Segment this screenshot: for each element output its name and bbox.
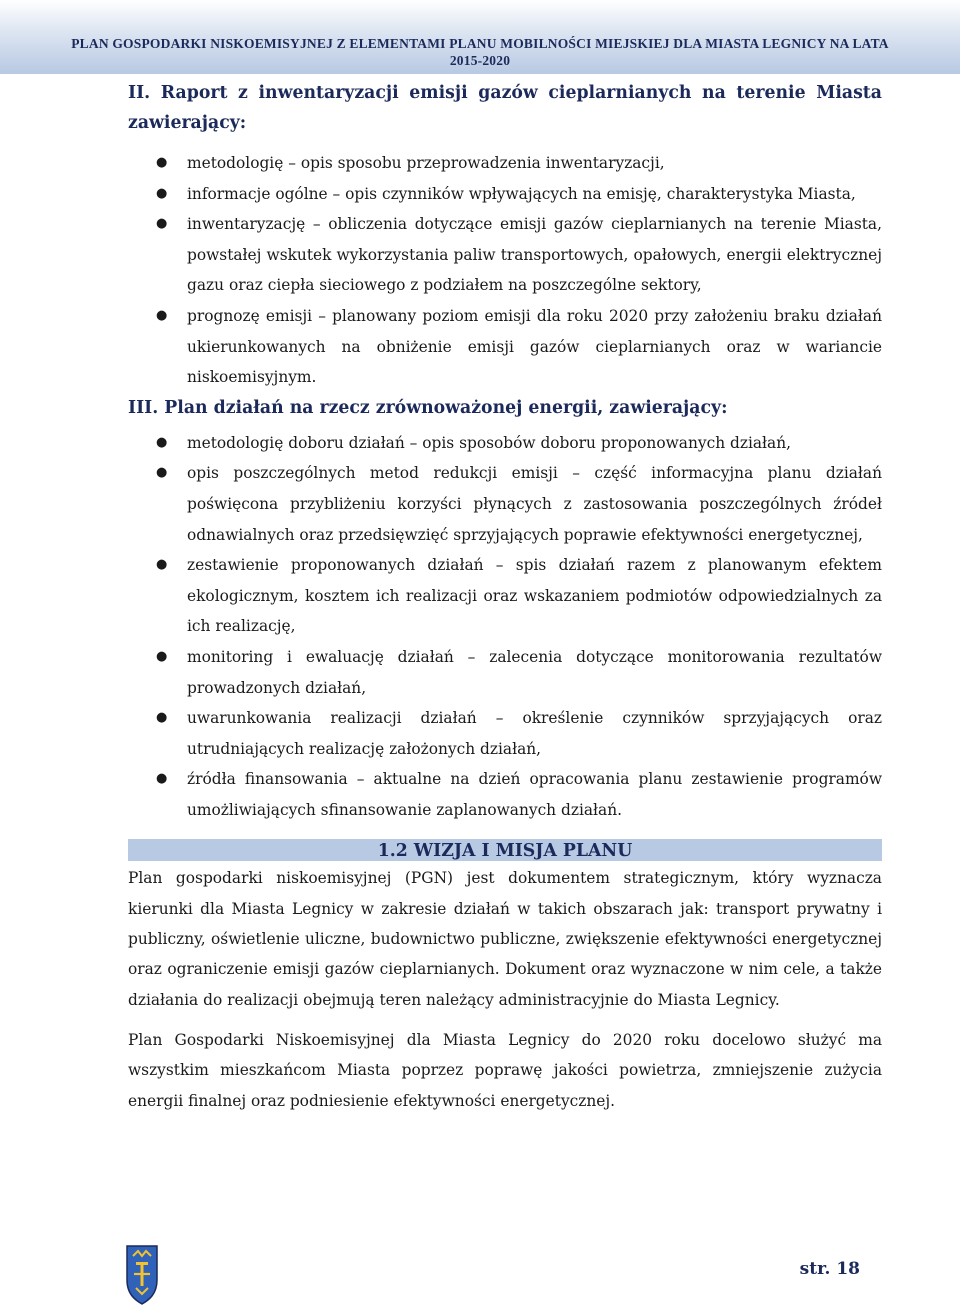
bullet-icon: ● <box>156 648 168 664</box>
vision-section-heading: 1.2 WIZJA I MISJA PLANU <box>128 839 882 861</box>
vision-paragraph: Plan gospodarki niskoemisyjnej (PGN) jest dokumentem strategicznym, który wyznacza kierunki dla Miasta Legnicy w zakresie działań w takich obszarach jak: transport prywatny i publiczny, oświetlenie uliczne, budownictwo publiczne, zwiększenie efektywności energetycznej oraz ograniczenie emisji gazów cieplarnianych. Dokument oraz wyznaczone w nim cele, a także działania do realizacji obejmują teren należący administracyjnie do Miasta Legnicy. <box>128 869 882 1009</box>
list-item <box>128 642 882 703</box>
list-item-text: informacje ogólne – opis czynników wpływających na emisję, charakterystyka Miasta, <box>187 184 856 203</box>
section-2-heading: II. Raport z inwentaryzacji emisji gazów cieplarnianych na terenie Miasta zawierający: <box>128 83 882 133</box>
list-item-text: zestawienie proponowanych działań – spis działań razem z planowanym efektem ekologicznym, kosztem ich realizacji oraz wskazaniem podmiotów odpowiedzialnych za ich realizację, <box>187 556 882 636</box>
bullet-icon: ● <box>156 434 168 450</box>
section-3-heading: III. Plan działań na rzecz zrównoważonej energii, zawierający: <box>128 397 728 418</box>
list-item <box>128 209 882 301</box>
bullet-icon: ● <box>156 216 168 232</box>
list-item <box>128 703 882 764</box>
legnica-coat-of-arms-icon <box>125 1242 159 1306</box>
list-item <box>128 428 882 459</box>
list-item <box>128 179 882 210</box>
vision-paragraph: Plan Gospodarki Niskoemisyjnej dla Miasta Legnicy do 2020 roku docelowo służyć ma wszystkim mieszkańcom Miasta poprzez poprawę jakości powietrza, zmniejszenie zużycia energii finalnej oraz podniesienie efektywności energetycznej. <box>128 1030 882 1110</box>
page-content <box>128 78 882 1116</box>
bullet-icon: ● <box>156 155 168 170</box>
list-item <box>128 301 882 393</box>
section-2-list <box>128 148 882 393</box>
bullet-icon: ● <box>156 465 168 481</box>
list-item-text: prognozę emisji – planowany poziom emisji dla roku 2020 przy założeniu braku działań ukierunkowanych na obniżenie emisji gazów cieplarnianych oraz w wariancie niskoemisyjnym. <box>187 306 882 387</box>
section-3-list <box>128 428 882 826</box>
bullet-icon: ● <box>156 557 168 573</box>
list-item-text: metodologię doboru działań – opis sposobów doboru proponowanych działań, <box>187 433 792 452</box>
bullet-icon: ● <box>156 771 168 787</box>
list-item-text: uwarunkowania realizacji działań – określenie czynników sprzyjających oraz utrudniających realizację założonych działań, <box>187 709 882 758</box>
list-item-text: inwentaryzację – obliczenia dotyczące emisji gazów cieplarnianych na terenie Miasta, powstałej wskutek wykorzystania paliw transportowych, opałowych, energii elektrycznej gazu oraz ciepła sieciowego z podziałem na poszczególne sektory, <box>187 215 882 295</box>
bullet-icon: ● <box>156 307 168 323</box>
list-item <box>128 764 882 825</box>
list-item-text: metodologię – opis sposobu przeprowadzenia inwentaryzacji, <box>187 154 665 172</box>
list-item-text: opis poszczególnych metod redukcji emisji – część informacyjna planu działań poświęcona przybliżeniu korzyści płynących z zastosowania poszczególnych źródeł odnawialnych oraz przedsięwzięć sprzyjających poprawie efektywności energetycznej, <box>187 464 882 544</box>
list-item <box>128 550 882 642</box>
bullet-icon: ● <box>156 185 168 201</box>
list-item <box>128 148 882 179</box>
bullet-icon: ● <box>156 710 168 726</box>
running-header-title: PLAN GOSPODARKI NISKOEMISYJNEJ Z ELEMENTAMI PLANU MOBILNOŚCI MIEJSKIEJ DLA MIASTA LEGNICY NA LATA 2015-2020 <box>71 36 889 68</box>
list-item-text: źródła finansowania – aktualne na dzień opracowania planu zestawienie programów umożliwiających sfinansowanie zaplanowanych działań. <box>187 770 882 819</box>
page-number: str. 18 <box>799 1259 860 1279</box>
list-item <box>128 458 882 550</box>
list-item-text: monitoring i ewaluację działań – zalecenia dotyczące monitorowania rezultatów prowadzonych działań, <box>187 647 882 697</box>
